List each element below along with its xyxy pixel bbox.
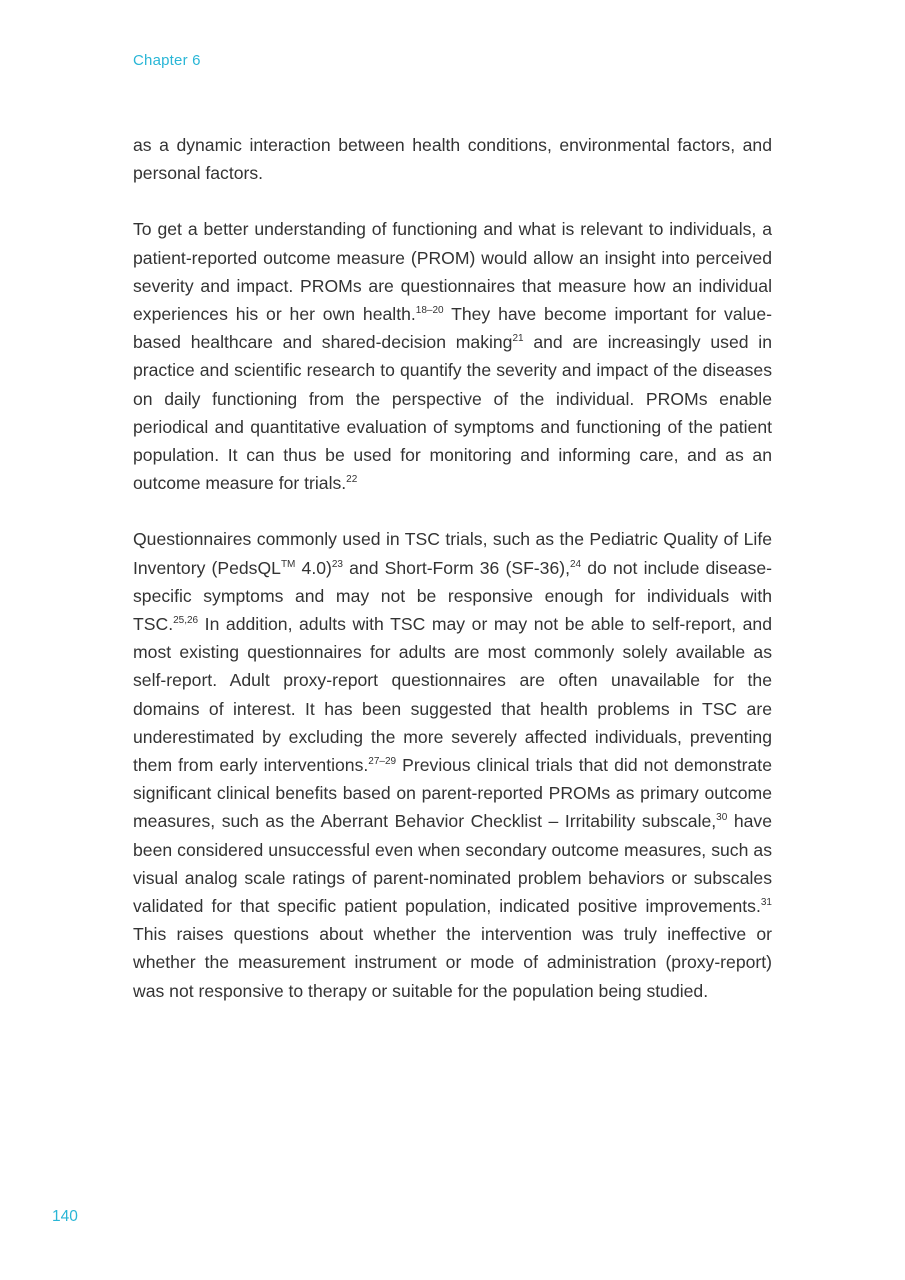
paragraph-text: Questionnaires commonly used in TSC trials, such as the Pediatric Quality of Life Inventory (PedsQL: [133, 529, 772, 578]
paragraph-text: and Short-Form 36 (SF-36),: [343, 557, 570, 578]
page-number: 140: [52, 1208, 78, 1225]
citation-ref: 27–29: [368, 756, 397, 768]
running-head-chapter: Chapter 6: [133, 52, 201, 69]
citation-ref: 23: [331, 558, 343, 570]
citation-ref: 31: [760, 897, 772, 909]
paragraph-text: have been considered unsuccessful even when secondary outcome measures, such as visual analog scale ratings of parent-nominated problem behaviors or subscales validated for that specific patient population, indicated positive improvements.: [133, 811, 772, 917]
body-text: [133, 131, 772, 1033]
paragraph-text: This raises questions about whether the intervention was truly ineffective or whether the measurement instrument or mode of administration (proxy-report) was not responsive to therapy or suitable for the population being studied.: [133, 924, 772, 1001]
citation-ref: 18–20: [415, 305, 444, 317]
paragraph-text: To get a better understanding of functioning and what is relevant to individuals, a patient-reported outcome measure (PROM) would allow an insight into perceived severity and impact. PROMs are questionnaires that measure how an individual experiences his or her own health.: [133, 219, 772, 325]
paragraph-text: do not include disease-specific symptoms and may not be responsive enough for individuals with TSC.: [133, 557, 772, 635]
paragraph-2: [133, 215, 772, 497]
citation-ref: 30: [716, 812, 728, 824]
paragraph-3: [133, 525, 772, 1004]
paragraph-text: In addition, adults with TSC may or may not be able to self-report, and most existing questionnaires for adults are most commonly solely available as self-report. Adult proxy-report questionnaires are often unavailable for the domains of interest. It has been suggested that health problems in TSC are underestimated by excluding the more severely affected individuals, preventing them from early interventions.: [133, 614, 772, 776]
citation-ref: 22: [346, 474, 358, 486]
citation-ref: 21: [512, 333, 524, 345]
citation-ref: 25,26: [173, 615, 199, 627]
trademark-sup: TM: [280, 558, 296, 570]
paragraph-text: They have become important for value-based healthcare and shared-decision making: [133, 304, 772, 353]
paragraph-text: as a dynamic interaction between health conditions, environmental factors, and personal factors.: [133, 135, 772, 184]
paragraph-text: and are increasingly used in practice and scientific research to quantify the severity and impact of the diseases on daily functioning from the perspective of the individual. PROMs enable periodical and quantitative evaluation of symptoms and functioning of the patient population. It can thus be used for monitoring and informing care, and as an outcome measure for trials.: [133, 332, 772, 494]
citation-ref: 24: [570, 558, 582, 570]
paragraph-text: Previous clinical trials that did not demonstrate significant clinical benefits based on parent-reported PROMs as primary outcome measures, such as the Aberrant Behavior Checklist – Irritability subscale,: [133, 755, 772, 832]
paragraph-text: 4.0): [295, 557, 332, 578]
paragraph-1: [133, 131, 772, 187]
